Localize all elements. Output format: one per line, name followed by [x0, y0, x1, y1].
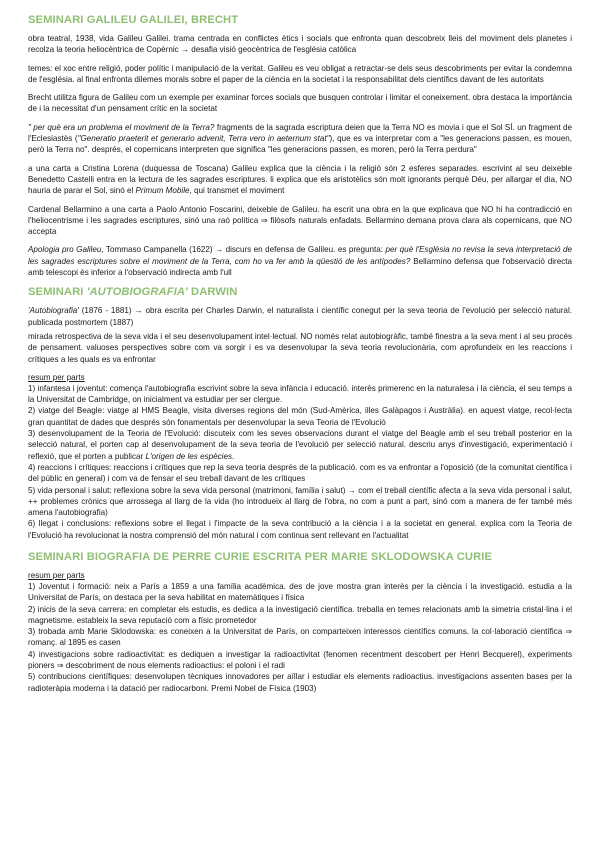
section-curie — [28, 551, 572, 694]
list-item: 3) trobada amb Marie Sklodowska: es coneixen a la Universitat de París, on comparteixen interessos científics comuns. la col·laboració científica ⇒ romanç. al 1895 es casen — [28, 627, 572, 648]
paragraph — [28, 305, 572, 328]
italic-text: " per què era un problema el moviment de la Terra? — [28, 122, 215, 132]
summary-list — [28, 383, 572, 541]
text-run: ), que es va interpretar com a "les generacions passen, es mouen, però la Terra no". després, el copernicans interpreten que significa "les generacions passen, es moren, però la Terra perdura" — [28, 134, 572, 155]
text-run: 3) desenvolupament de la Teoria de l'Evolució: discuteix com les seves observacions durant el viatge del Beagle amb el seu treball posterior en la selecció natural, el porten cap al desenvolupament de la seva teoria de l'evolució per selecció natural. descriu anys d'investigació, experimentació i reflexió, que el porten a publicar — [28, 429, 572, 461]
summary-label: resum per parts — [28, 570, 85, 580]
italic-text: "Generatio praeterit et generario advenit, Terra vero in aeternum stat" — [77, 134, 330, 144]
list-item: 2) viatge del Beagle: viatge al HMS Beagle, visita diverses regions del món (Sud-Amèrica, illes Galàpagos i Austràlia). en aquest viatge, recol·lecta gran quantitat de dades que després són fonamentals per desenvolupar la seva Teoria de l'Evolució — [28, 406, 572, 427]
section-darwin — [28, 286, 572, 541]
text-run: . — [232, 451, 235, 461]
paragraph: mirada retrospectiva de la seva vida i el seu desenvolupament intel·lectual. NO només relat autobiogràfic, també finestra a la seva ment i al seu procés de pensament. valuoses perspectives sobre com va sorgir i es va desenvolupar la seva teoria revolucionària, com aprofundeix en les reaccions i crítiques a les quals es va enfrontar — [28, 331, 572, 364]
italic-text: Apologia pro Galileu — [28, 245, 102, 255]
title-italic: 'AUTOBIOGRAFIA' — [86, 286, 188, 299]
title-text: SEMINARI — [28, 286, 87, 299]
list-item: 1) infantesa i joventut: comença l'autobiografia escrivint sobre la seva infància i educació. interès primerenc en la naturalesa i la ciència, el seu temps a la Universitat de Cambridge, on inicialment va estudiar per ser clergue. — [28, 383, 572, 405]
section-galileu — [28, 14, 572, 278]
summary-list — [28, 581, 572, 694]
list-item: 2) inicis de la seva carrera: en completar els estudis, es dedica a la investigació científica. treballa en temes relacionats amb la simetria cristal·lina i el magnetisme. estableix la seva reputació com a físic prometedor — [28, 604, 572, 625]
italic-text: Primum Mobile — [135, 186, 190, 196]
text-run: fragments de la sagrada escriptura deien que la Terra NO es movia i que el Sol SÍ. un fragment de l'Eclesiastès ( — [28, 122, 572, 144]
paragraph: obra teatral, 1938, vida Galileu Galilei. trama centrada en conflictes ètics i socials que enfronta quan descobreix lleis del moviment dels planetes i recolza la teoria heliocèntrica de Copèrnic → desafia visió geocèntrica de l'església catòlica — [28, 34, 572, 55]
list-item: 6) llegat i conclusions: reflexions sobre el llegat i l'impacte de la seva contribució a la ciència i a la societat en general. explica com la Teoria de l'Evolució ha revolucionat la nostra comprensió del món natural i com continua sent rellevant en l'actualitat — [28, 519, 572, 540]
italic-text: per què l'Església no revisa la seva interpretació de les sagrades escriptures sobre el moviment de la Terra, com ho va fer amb la qüestió de les antípodes? — [28, 245, 572, 266]
paragraph — [28, 163, 572, 197]
list-item: 4) investigacions sobre radioactivitat: es dediquen a investigar la radioactivitat (fenomen recentment descobert per Henri Becquerel), experiments pioners ⇒ descobriment de nous elements radioactius: el poloni i el radi — [28, 649, 572, 671]
list-item — [28, 428, 572, 462]
list-item: 1) Joventut i formació: neix a París a 1859 a una família acadèmica. des de jove mostra gran interès per la ciència i la investigació. estudia a la Universitat de París, on destaca per la seva habilitat en matemàtiques i física — [28, 581, 572, 603]
section-title-galileu: SEMINARI GALILEU GALILEI, BRECHT — [28, 14, 239, 26]
paragraph: Brecht utilitza figura de Galileu com un exemple per examinar forces socials que busquen controlar i limitar el coneixement. obra destaca la importància de i la necessitat d'un pensament crític en la societat — [28, 93, 572, 114]
paragraph — [28, 244, 572, 278]
section-title-darwin — [28, 286, 572, 299]
text-run: , qui transmet el moviment — [189, 186, 285, 196]
text-run: (1876 - 1881) → obra escrita per Charles Darwin, el naturalista i científic conegut per la seva teoria de l'evolució per selecció natural. publicada postmortem (1887) — [28, 306, 572, 327]
text-run: a una carta a Cristina Lorena (duquessa de Toscana) Galileu explica que la ciència i la religió són 2 esferes separades. escrivint al seu deixeble Benedetto Castelli entra en la lectura de les sagrades escriptures. li explica que els aristotèlics són molt ignorants perquè Déu, per allargar el dia, NO hauria de parar el Sol, sinó el — [28, 163, 572, 196]
title-text: DARWIN — [187, 286, 238, 299]
summary-label: resum per parts — [28, 372, 85, 382]
list-item: 4) reaccions i crítiques: reaccions i crítiques que rep la seva teoria després de la publicació. com es va enfrontar a l'oposició (de la comunitat científica i del públic en general) i com va de fensar el seu treball davant de les crítiques — [28, 462, 572, 484]
text-run: Bellarmino defensa que l'observació directa amb telescopi és inferior a l'observació indirecta amb l'ull — [28, 256, 572, 278]
list-item: 5) vida personal i salut: reflexiona sobre la seva vida personal (matrimoni, família i salut) → com el treball científic afecta a la seva vida personal i salut, ++ problemes crònics que arrossega al llarg de la vida (ho introdueix al llarg de l'obra, no com a punt a part, sinó com a manera de fer també més amena l'autobiografia) — [28, 485, 572, 518]
paragraph — [28, 122, 572, 156]
italic-text: 'Autobiografia' — [28, 306, 79, 316]
text-run: , Tommaso Campanella (1622) → discurs en defensa de Galileu. es pregunta: — [101, 245, 386, 255]
list-item: 5) contribucions científiques: desenvolupen tècniques innovadores per aïllar i estudiar els elements radioactius. investigacions assenten bases per la radioteràpia moderna i la datació per radiocarboni. Premi Nobel de Física (1903) — [28, 672, 572, 693]
italic-text: L'origen de les espècies — [145, 451, 233, 461]
section-title-curie: SEMINARI BIOGRAFIA DE PERRE CURIE ESCRITA PER MARIE SKLODOWSKA CURIE — [28, 550, 493, 563]
paragraph: temes: el xoc entre religió, poder polític i manipulació de la veritat. Galileu es veu obligat a retractar-se dels seus descobriments per evitar la condemna de l'església. al final enfronta dilemes morals sobre el paper de la ciència en la societat i la responsabilitat dels científics davant de les autoritats — [28, 63, 572, 84]
paragraph: Cardenal Bellarmino a una carta a Paolo Antonio Foscarini, deixeble de Galileu. ha escrit una obra en la que explicava que NO hi ha contradicció en l'heliocentrisme i les sagrades escriptures, sinó una raó política ⇒ filòsofs naturals enfadats. Bellarmino demana prova clara als copernicans, que NO accepta — [28, 204, 572, 237]
